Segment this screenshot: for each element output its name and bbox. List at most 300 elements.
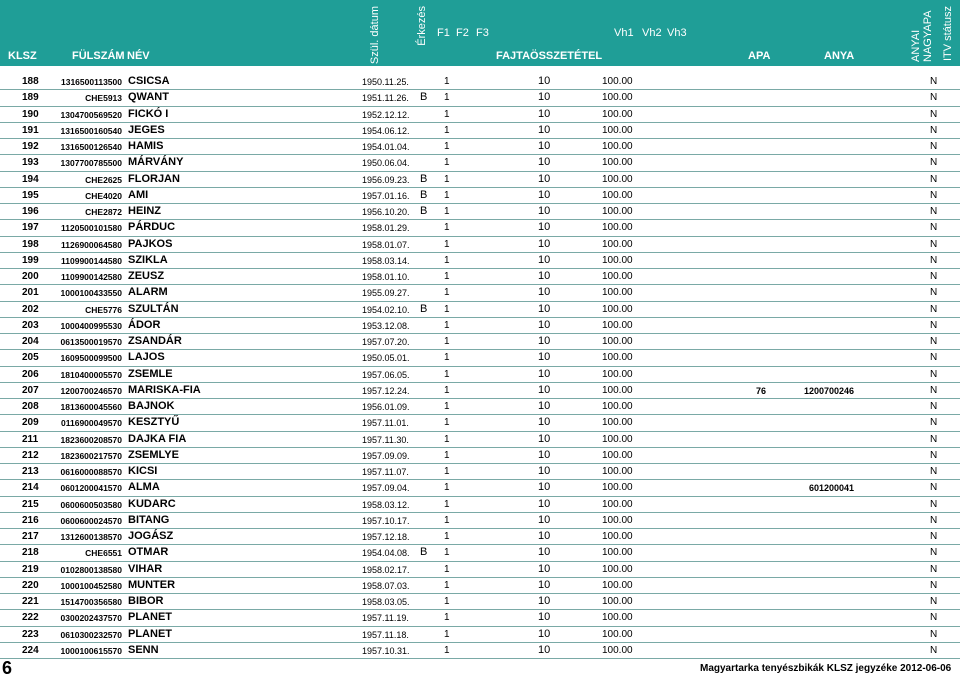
fulszam-cell: CHE6551 [85, 548, 122, 559]
footer-title: Magyartarka tenyészbikák KLSZ jegyzéke 2012-06-06 [700, 663, 952, 674]
percentage-cell: 100.00 [602, 189, 633, 201]
klsz-cell: 223 [22, 628, 39, 640]
header-erkezes: Érkezés [416, 6, 428, 46]
name-cell: AMI [128, 188, 149, 201]
f1-cell: 1 [444, 319, 450, 331]
fulszam-cell: 0610300232570 [60, 629, 122, 640]
itv-status-cell: N [930, 628, 938, 640]
percentage-cell: 100.00 [602, 238, 633, 250]
birth-date-cell: 1958.07.03. [362, 580, 410, 591]
f1-cell: 1 [444, 596, 450, 607]
apa-cell: 76 [756, 385, 767, 396]
percentage-cell: 100.00 [602, 417, 633, 429]
table-row [0, 432, 960, 448]
percentage-cell: 100.00 [602, 547, 633, 559]
itv-status-cell: N [930, 206, 938, 217]
table-row [0, 123, 960, 139]
name-cell: ZSANDÁR [128, 335, 182, 347]
breed-composition-cell: 10 [538, 611, 551, 624]
birth-date-cell: 1957.10.31. [362, 645, 410, 656]
klsz-cell: 204 [22, 336, 39, 347]
header-fulszam: FÜLSZÁM [72, 50, 125, 62]
name-cell: KESZTYŰ [128, 416, 180, 429]
percentage-cell: 100.00 [602, 401, 633, 412]
birth-date-cell: 1954.01.04. [362, 142, 410, 152]
percentage-cell: 100.00 [602, 287, 633, 299]
itv-status-cell: N [930, 514, 938, 526]
itv-status-cell: N [930, 644, 938, 656]
f1-cell: 1 [444, 254, 450, 266]
f1-cell: 1 [444, 352, 450, 364]
f1-cell: 1 [444, 222, 450, 234]
breed-composition-cell: 10 [538, 302, 551, 315]
percentage-cell: 100.00 [602, 124, 633, 136]
origin-flag-cell: B [420, 546, 428, 559]
itv-status-cell: N [930, 612, 938, 624]
f1-cell: 1 [444, 303, 450, 315]
header-f1: F1 [437, 27, 450, 39]
f1-cell: 1 [444, 173, 450, 185]
birth-date-cell: 1958.01.29. [362, 223, 410, 234]
name-cell: PLANET [128, 611, 172, 624]
percentage-cell: 100.00 [602, 498, 633, 510]
f1-cell: 1 [444, 384, 450, 396]
f1-cell: 1 [444, 287, 450, 299]
itv-status-cell: N [930, 498, 938, 510]
table-row [0, 610, 960, 626]
klsz-cell: 206 [22, 368, 39, 380]
table-row [0, 480, 960, 496]
f1-cell: 1 [444, 271, 450, 282]
name-cell: KUDARC [128, 497, 176, 510]
birth-date-cell: 1957.11.19. [362, 613, 409, 624]
table-row [0, 448, 960, 464]
breed-composition-cell: 10 [538, 221, 551, 234]
name-cell: BIBOR [128, 595, 164, 607]
klsz-cell: 215 [22, 498, 39, 510]
table-row [0, 90, 960, 106]
itv-status-cell: N [930, 92, 938, 104]
breed-composition-cell: 10 [538, 156, 551, 169]
table-row [0, 269, 960, 285]
name-cell: PLANET [128, 627, 172, 640]
itv-status-cell: N [930, 579, 938, 591]
f1-cell: 1 [444, 482, 450, 494]
name-cell: FICKÓ I [128, 107, 169, 120]
name-cell: PÁRDUC [128, 221, 176, 234]
fulszam-cell: CHE4020 [85, 190, 122, 201]
name-cell: MUNTER [128, 578, 176, 591]
itv-status-cell: N [930, 368, 938, 380]
name-cell: VIHAR [128, 562, 163, 575]
table-row [0, 74, 960, 90]
klsz-cell: 211 [22, 433, 39, 445]
fulszam-cell: 1316500160540 [60, 125, 122, 136]
origin-flag-cell: B [420, 91, 428, 104]
f1-cell: 1 [444, 189, 450, 201]
breed-composition-cell: 10 [538, 383, 551, 396]
klsz-cell: 203 [22, 319, 39, 331]
f1-cell: 1 [444, 157, 450, 169]
breed-composition-cell: 10 [538, 400, 551, 412]
percentage-cell: 100.00 [602, 596, 633, 607]
origin-flag-cell: B [420, 302, 428, 315]
klsz-cell: 197 [22, 222, 39, 234]
f1-cell: 1 [444, 368, 450, 380]
fulszam-cell: 0300202437570 [60, 613, 122, 624]
breed-composition-cell: 10 [538, 367, 551, 380]
breed-composition-cell: 10 [538, 286, 551, 299]
birth-date-cell: 1958.02.17. [362, 564, 410, 575]
itv-status-cell: N [930, 222, 938, 234]
table-row [0, 318, 960, 334]
breed-composition-cell: 10 [538, 253, 551, 266]
klsz-cell: 194 [22, 173, 39, 185]
klsz-cell: 207 [22, 384, 39, 396]
f1-cell: 1 [444, 141, 450, 152]
name-cell: JEGES [128, 123, 165, 136]
itv-status-cell: N [930, 401, 938, 412]
name-cell: PAJKOS [128, 237, 173, 250]
table-row [0, 497, 960, 513]
table-body [0, 74, 960, 659]
percentage-cell: 100.00 [602, 352, 633, 364]
birth-date-cell: 1956.01.09. [362, 402, 410, 412]
birth-date-cell: 1954.04.08. [362, 548, 410, 559]
table-row [0, 627, 960, 643]
birth-date-cell: 1957.12.24. [362, 385, 410, 396]
klsz-cell: 213 [22, 466, 39, 477]
breed-composition-cell: 10 [538, 107, 551, 120]
klsz-cell: 192 [22, 141, 39, 152]
birth-date-cell: 1958.03.12. [362, 499, 410, 510]
f1-cell: 1 [444, 531, 450, 542]
itv-status-cell: N [930, 482, 938, 494]
origin-flag-cell: B [420, 205, 428, 217]
itv-status-cell: N [930, 336, 938, 347]
itv-status-cell: N [930, 563, 938, 575]
table-row [0, 578, 960, 594]
breed-composition-cell: 10 [538, 546, 551, 559]
f1-cell: 1 [444, 206, 450, 217]
table-row [0, 464, 960, 480]
percentage-cell: 100.00 [602, 433, 633, 445]
klsz-cell: 195 [22, 189, 39, 201]
percentage-cell: 100.00 [602, 173, 633, 185]
fulszam-cell: 1304700569520 [60, 109, 122, 120]
klsz-cell: 188 [22, 76, 39, 87]
itv-status-cell: N [930, 319, 938, 331]
fulszam-cell: CHE2625 [85, 174, 122, 185]
header-nev: NÉV [127, 50, 150, 62]
birth-date-cell: 1958.03.05. [362, 597, 410, 607]
fulszam-cell: 0600600024570 [60, 515, 122, 526]
name-cell: OTMAR [128, 546, 169, 559]
breed-composition-cell: 10 [538, 595, 551, 607]
klsz-cell: 220 [22, 579, 39, 591]
klsz-cell: 222 [22, 612, 39, 624]
birth-date-cell: 1954.02.10. [362, 304, 410, 315]
klsz-cell: 212 [22, 449, 39, 461]
fulszam-cell: 1316500113500 [61, 77, 122, 87]
birth-date-cell: 1957.06.05. [362, 369, 410, 380]
breed-composition-cell: 10 [538, 643, 551, 656]
percentage-cell: 100.00 [602, 482, 633, 494]
table-row [0, 643, 960, 659]
itv-status-cell: N [930, 287, 938, 299]
breed-composition-cell: 10 [538, 530, 551, 542]
breed-composition-cell: 10 [538, 497, 551, 510]
header-anyai-nagyapa: ANYAI NAGYAPA [910, 10, 934, 62]
fulszam-cell: 1823600217570 [60, 450, 122, 461]
f1-cell: 1 [444, 644, 450, 656]
percentage-cell: 100.00 [602, 644, 633, 656]
table-row [0, 350, 960, 366]
percentage-cell: 100.00 [602, 254, 633, 266]
breed-composition-cell: 10 [538, 562, 551, 575]
breed-composition-cell: 10 [538, 448, 551, 461]
klsz-cell: 198 [22, 238, 39, 250]
table-row [0, 155, 960, 171]
percentage-cell: 100.00 [602, 141, 633, 152]
f1-cell: 1 [444, 124, 450, 136]
birth-date-cell: 1957.01.16. [362, 190, 410, 201]
breed-composition-cell: 10 [538, 91, 551, 104]
name-cell: FLORJAN [128, 172, 180, 185]
name-cell: ZEUSZ [128, 270, 165, 282]
fulszam-cell: 1312600138570 [60, 532, 122, 542]
header-vh1: Vh1 [614, 27, 634, 39]
header-apa: APA [748, 50, 771, 62]
breed-composition-cell: 10 [538, 188, 551, 201]
table-row [0, 237, 960, 253]
klsz-cell: 216 [22, 514, 39, 526]
itv-status-cell: N [930, 254, 938, 266]
fulszam-cell: 1514700356580 [60, 597, 122, 607]
klsz-cell: 200 [22, 271, 39, 282]
klsz-cell: 224 [22, 644, 39, 656]
percentage-cell: 100.00 [602, 612, 633, 624]
percentage-cell: 100.00 [602, 579, 633, 591]
table-row [0, 172, 960, 188]
birth-date-cell: 1958.03.14. [362, 255, 410, 266]
itv-status-cell: N [930, 303, 938, 315]
name-cell: MÁRVÁNY [128, 156, 184, 169]
f1-cell: 1 [444, 628, 450, 640]
percentage-cell: 100.00 [602, 368, 633, 380]
itv-status-cell: N [930, 238, 938, 250]
klsz-cell: 196 [22, 206, 39, 217]
breed-composition-cell: 10 [538, 432, 551, 445]
percentage-cell: 100.00 [602, 157, 633, 169]
fulszam-cell: 1316500126540 [60, 142, 122, 152]
itv-status-cell: N [930, 141, 938, 152]
name-cell: ALMA [128, 481, 160, 494]
name-cell: KICSI [128, 465, 158, 477]
fulszam-cell: 1109900144580 [61, 255, 122, 266]
fulszam-cell: 0601200041570 [60, 483, 122, 494]
name-cell: MARISKA-FIA [128, 383, 201, 396]
table-row [0, 562, 960, 578]
birth-date-cell: 1958.01.07. [362, 239, 410, 250]
itv-status-cell: N [930, 547, 938, 559]
itv-status-cell: N [930, 384, 938, 396]
page-number: 6 [2, 658, 13, 678]
name-cell: ALARM [128, 286, 168, 299]
header-klsz: KLSZ [8, 50, 37, 62]
itv-status-cell: N [930, 449, 938, 461]
table-row [0, 139, 960, 155]
fulszam-cell: 1813600045560 [60, 402, 122, 412]
itv-status-cell: N [930, 531, 938, 542]
table-row [0, 383, 960, 399]
breed-composition-cell: 10 [538, 205, 551, 217]
birth-date-cell: 1957.09.04. [362, 483, 410, 494]
birth-date-cell: 1957.12.18. [362, 532, 410, 542]
f1-cell: 1 [444, 514, 450, 526]
birth-date-cell: 1957.07.20. [362, 337, 410, 347]
name-cell: ÁDOR [128, 318, 161, 331]
klsz-cell: 218 [22, 547, 39, 559]
birth-date-cell: 1957.09.09. [362, 450, 410, 461]
fulszam-cell: 0116900049570 [61, 418, 122, 429]
fulszam-cell: 1000100452580 [60, 580, 122, 591]
name-cell: HEINZ [128, 205, 161, 217]
f1-cell: 1 [444, 336, 450, 347]
fulszam-cell: 0102800138580 [60, 564, 122, 575]
fulszam-cell: 0613500019570 [60, 337, 122, 347]
name-cell: SENN [128, 643, 159, 656]
f1-cell: 1 [444, 579, 450, 591]
birth-date-cell: 1950.06.04. [362, 158, 410, 169]
table-row [0, 415, 960, 431]
fulszam-cell: 1200700246570 [60, 385, 122, 396]
table-row [0, 594, 960, 610]
f1-cell: 1 [444, 563, 450, 575]
table-row [0, 285, 960, 301]
itv-status-cell: N [930, 271, 938, 282]
fulszam-cell: 1609500099500 [60, 353, 122, 364]
name-cell: LAJOS [128, 351, 165, 364]
table-row [0, 529, 960, 545]
f1-cell: 1 [444, 433, 450, 445]
name-cell: SZULTÁN [128, 302, 179, 315]
percentage-cell: 100.00 [602, 531, 633, 542]
f1-cell: 1 [444, 76, 450, 87]
percentage-cell: 100.00 [602, 76, 633, 87]
breed-composition-cell: 10 [538, 578, 551, 591]
origin-flag-cell: B [420, 172, 428, 185]
f1-cell: 1 [444, 417, 450, 429]
breed-composition-cell: 10 [538, 140, 551, 152]
f1-cell: 1 [444, 466, 450, 477]
f1-cell: 1 [444, 547, 450, 559]
klsz-cell: 202 [22, 303, 39, 315]
percentage-cell: 100.00 [602, 336, 633, 347]
fulszam-cell: 0600600503580 [60, 499, 122, 510]
birth-date-cell: 1957.11.01. [362, 418, 409, 429]
table-row [0, 545, 960, 561]
name-cell: QWANT [128, 91, 169, 104]
klsz-cell: 217 [22, 531, 39, 542]
fulszam-cell: 1810400005570 [60, 369, 122, 380]
f1-cell: 1 [444, 498, 450, 510]
header-f2: F2 [456, 27, 469, 39]
header-fajtaosszetetel: FAJTAÖSSZETÉTEL [496, 50, 603, 62]
klsz-cell: 193 [22, 157, 39, 169]
header-szul-datum: Szül. dátum [369, 6, 381, 65]
birth-date-cell: 1956.10.20. [362, 207, 410, 217]
klsz-cell: 219 [22, 563, 39, 575]
percentage-cell: 100.00 [602, 108, 633, 120]
origin-flag-cell: B [420, 188, 428, 201]
table-row [0, 399, 960, 415]
birth-date-cell: 1956.09.23. [362, 174, 410, 185]
fulszam-cell: 1000100433550 [60, 288, 122, 299]
itv-status-cell: N [930, 189, 938, 201]
breed-composition-cell: 10 [538, 318, 551, 331]
fulszam-cell: 1000100615570 [60, 645, 122, 656]
breed-composition-cell: 10 [538, 416, 551, 429]
percentage-cell: 100.00 [602, 384, 633, 396]
breed-composition-cell: 10 [538, 270, 551, 282]
percentage-cell: 100.00 [602, 466, 633, 477]
name-cell: ZSEMLYE [128, 448, 179, 461]
fulszam-cell: CHE2872 [85, 207, 122, 217]
fulszam-cell: 1307700785500 [60, 158, 122, 169]
itv-status-cell: N [930, 596, 938, 607]
header-vh3: Vh3 [667, 27, 687, 39]
name-cell: SZIKLA [128, 253, 168, 266]
itv-status-cell: N [930, 108, 938, 120]
table-row [0, 367, 960, 383]
f1-cell: 1 [444, 108, 450, 120]
fulszam-cell: 1109900142580 [61, 272, 122, 282]
table-row [0, 107, 960, 123]
percentage-cell: 100.00 [602, 303, 633, 315]
birth-date-cell: 1951.11.26. [362, 93, 409, 104]
klsz-cell: 199 [22, 254, 39, 266]
birth-date-cell: 1958.01.10. [362, 272, 410, 282]
fulszam-cell: 0616000088570 [60, 467, 122, 477]
itv-status-cell: N [930, 157, 938, 169]
klsz-cell: 190 [22, 108, 39, 120]
name-cell: BAJNOK [128, 400, 175, 412]
birth-date-cell: 1957.11.07. [362, 467, 409, 477]
anya-cell: 601200041 [808, 483, 854, 494]
klsz-cell: 191 [22, 124, 39, 136]
table-row [0, 334, 960, 350]
itv-status-cell: N [930, 433, 938, 445]
breed-composition-cell: 10 [538, 351, 551, 364]
klsz-cell: 208 [22, 401, 39, 412]
breed-composition-cell: 10 [538, 465, 551, 477]
fulszam-cell: CHE5913 [85, 93, 122, 104]
itv-status-cell: N [930, 76, 938, 87]
birth-date-cell: 1957.10.17. [362, 515, 410, 526]
f1-cell: 1 [444, 92, 450, 104]
breed-composition-cell: 10 [538, 513, 551, 526]
name-cell: CSICSA [128, 75, 170, 87]
fulszam-cell: 1120500101580 [61, 223, 122, 234]
percentage-cell: 100.00 [602, 319, 633, 331]
f1-cell: 1 [444, 401, 450, 412]
breed-composition-cell: 10 [538, 75, 551, 87]
table-row [0, 302, 960, 318]
header-itv-statusz: ITV státusz [942, 6, 954, 62]
birth-date-cell: 1952.12.12. [362, 109, 410, 120]
anya-cell: 1200700246 [803, 385, 854, 396]
